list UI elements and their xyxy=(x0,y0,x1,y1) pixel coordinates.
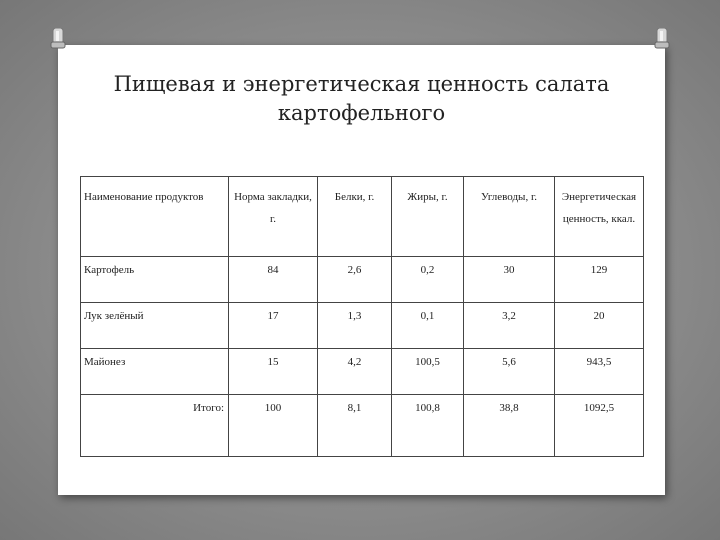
table-cell: 100,8 xyxy=(392,395,464,457)
table-cell: 8,1 xyxy=(318,395,392,457)
table-cell: 15 xyxy=(229,349,318,395)
table-cell: 129 xyxy=(555,257,644,303)
table-row xyxy=(81,303,644,349)
table-cell: 100 xyxy=(229,395,318,457)
title-line-2: картофельного xyxy=(277,101,446,125)
nutrition-table xyxy=(80,176,644,457)
column-header: Норма закладки, г. xyxy=(229,177,318,257)
table-row xyxy=(81,349,644,395)
product-name-cell: Майонез xyxy=(81,349,229,395)
table-total-row xyxy=(81,395,644,457)
table-cell: 2,6 xyxy=(318,257,392,303)
table-header-row xyxy=(81,177,644,257)
table-cell: 0,1 xyxy=(392,303,464,349)
title-line-1: Пищевая и энергетическая ценность салата xyxy=(113,72,610,96)
table-cell: 38,8 xyxy=(464,395,555,457)
table-cell: 84 xyxy=(229,257,318,303)
table-cell: 1,3 xyxy=(318,303,392,349)
pin-icon xyxy=(653,28,671,54)
table-row xyxy=(81,257,644,303)
product-name-cell: Картофель xyxy=(81,257,229,303)
table-cell: 5,6 xyxy=(464,349,555,395)
table-cell: 30 xyxy=(464,257,555,303)
table-cell: 100,5 xyxy=(392,349,464,395)
column-header: Наименование продуктов xyxy=(81,177,229,257)
pin-icon xyxy=(49,28,67,54)
table-cell: 3,2 xyxy=(464,303,555,349)
column-header: Белки, г. xyxy=(318,177,392,257)
table-cell: 0,2 xyxy=(392,257,464,303)
table-cell: 4,2 xyxy=(318,349,392,395)
table-cell: 17 xyxy=(229,303,318,349)
column-header: Углеводы, г. xyxy=(464,177,555,257)
column-header: Жиры, г. xyxy=(392,177,464,257)
product-name-cell: Лук зелёный xyxy=(81,303,229,349)
column-header: Энергетическая ценность, ккал. xyxy=(555,177,644,257)
total-label: Итого: xyxy=(81,395,229,457)
table-cell: 1092,5 xyxy=(555,395,644,457)
table-cell: 20 xyxy=(555,303,644,349)
slide-title xyxy=(58,70,665,128)
table-cell: 943,5 xyxy=(555,349,644,395)
